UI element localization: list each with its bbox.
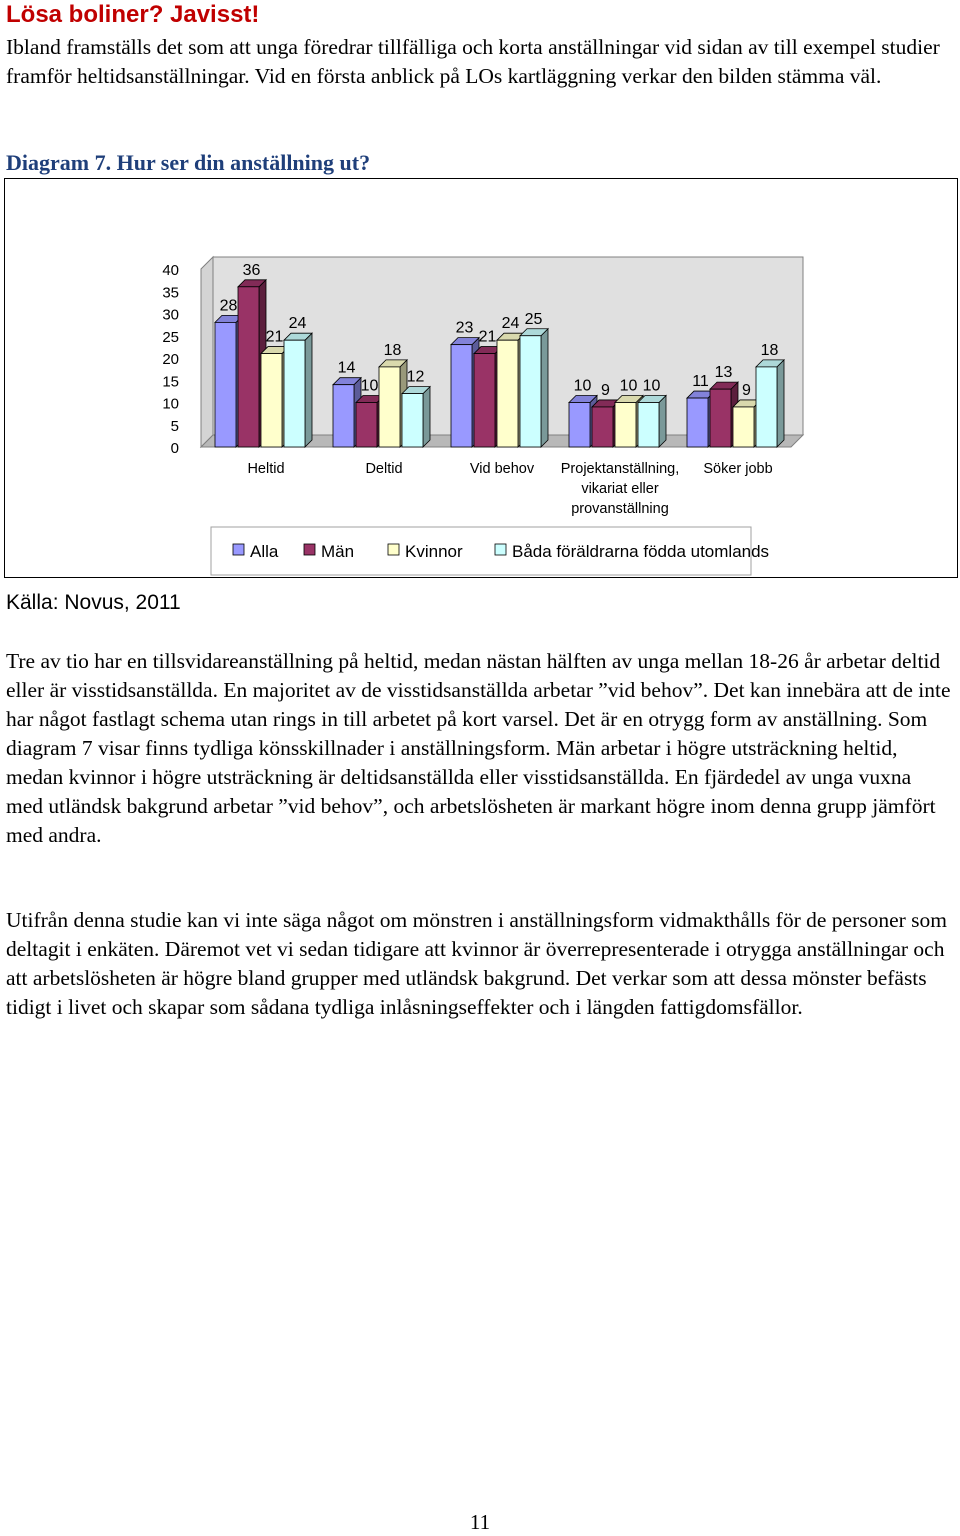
bar: [379, 367, 400, 447]
chart-source: Källa: Novus, 2011: [6, 591, 181, 614]
value-label: 13: [714, 364, 733, 382]
y-tick-label: 40: [162, 262, 179, 279]
value-label: 11: [692, 373, 709, 391]
value-label: 10: [573, 377, 592, 395]
y-tick-label: 30: [162, 306, 179, 324]
y-tick-label: 15: [162, 373, 179, 391]
legend-label: Kvinnor: [405, 542, 463, 561]
bar: [569, 403, 590, 448]
category-label: Heltid: [247, 461, 285, 477]
bar: [261, 354, 282, 447]
bar: [497, 340, 518, 447]
bar-side: [777, 360, 784, 447]
value-label: 36: [242, 261, 261, 279]
value-label: 24: [288, 315, 307, 333]
category-label: Söker jobb: [703, 461, 773, 477]
side-wall: [201, 257, 213, 447]
bar: [520, 336, 541, 447]
y-tick-label: 0: [170, 440, 179, 457]
value-label: 28: [219, 297, 238, 315]
diagram-title: Diagram 7. Hur ser din anställning ut?: [6, 150, 371, 175]
bar: [333, 385, 354, 447]
value-label: 10: [619, 377, 638, 395]
category-label: vikariat eller: [581, 481, 659, 497]
value-label: 14: [337, 359, 356, 377]
y-tick-label: 10: [162, 395, 179, 413]
category-label: Projektanställning,: [560, 461, 680, 477]
y-tick-label: 20: [162, 351, 179, 368]
value-label: 25: [524, 310, 543, 328]
category-labels: [247, 461, 772, 517]
bar: [710, 389, 731, 447]
value-label: 18: [760, 341, 779, 359]
y-tick-label: 5: [170, 417, 179, 435]
legend-swatch: [304, 544, 315, 555]
value-label: 18: [383, 341, 402, 359]
legend-swatch: [388, 544, 399, 555]
bar: [356, 403, 377, 448]
y-axis: [162, 262, 201, 457]
legend-swatch: [495, 544, 506, 555]
legend-label: Alla: [250, 542, 279, 561]
category-label: provanställning: [571, 501, 669, 517]
category-label: Deltid: [365, 461, 403, 477]
bar-side: [423, 387, 430, 447]
bar: [215, 322, 236, 447]
bar: [402, 394, 423, 447]
page-number: 11: [469, 1510, 491, 1534]
category-label: Vid behov: [469, 461, 535, 477]
bar: [474, 354, 495, 447]
bar-side: [305, 333, 312, 447]
y-tick-label: 35: [162, 284, 179, 302]
bar-side: [541, 329, 548, 447]
value-label: 10: [360, 377, 379, 395]
y-tick-label: 25: [162, 328, 179, 346]
value-label: 21: [478, 328, 497, 346]
value-label: 9: [742, 381, 751, 399]
value-label: 21: [265, 328, 284, 346]
bar: [638, 403, 659, 448]
chart-legend: [211, 527, 769, 575]
bar: [238, 287, 259, 447]
value-label: 9: [601, 381, 610, 399]
page-heading: Lösa boliner? Javisst!: [6, 1, 260, 28]
body-paragraph-1: Tre av tio har en tillsvidareanställning på heltid, medan nästan hälften av unga mellan 18-26 år arbetar deltid eller är visstidsanställda. En majoritet av de visstidsanställda arbetar ”vid behov”. Det kan innebära att de inte har något fastlagt schema utan rings in till arbetet på kort varsel. Det är en otrygg form av anställning. Som diagram 7 visar finns tydliga könsskillnader i anställningsform. Män arbetar i högre utsträckning heltid, medan kvinnor i högre utsträckning är deltidsanställda eller visstidsanställda. En fjärdedel av unga vuxna med utländsk bakgrund arbetar ”vid behov”, och arbetslösheten är markant högre inom denna grupp jämfört med andra.: [6, 649, 951, 847]
bar: [733, 407, 754, 447]
intro-paragraph: Ibland framställs det som att unga föredrar tillfälliga och korta anställningar vid sidan av till exempel studier framför heltidsanställningar. Vid en första anblick på LOs kartläggning verkar den bilden stämma väl.: [6, 35, 940, 88]
value-label: 12: [406, 368, 425, 386]
value-label: 23: [455, 319, 474, 337]
chart-frame: [4, 178, 958, 578]
legend-swatch: [233, 544, 244, 555]
legend-label: Båda föräldrarna födda utomlands: [512, 542, 770, 561]
legend-label: Män: [321, 542, 355, 561]
bar-chart: [5, 179, 957, 577]
bar: [451, 345, 472, 447]
body-paragraph-2: Utifrån denna studie kan vi inte säga något om mönstren i anställningsform vidmakthålls för de personer som deltagit i enkäten. Däremot vet vi sedan tidigare att kvinnor är överrepresenterade i otrygga anställningar och att arbetslösheten är högre bland grupper med utländsk bakgrund. Det verkar som att dessa mönster befästs tidigt i livet och skapar som sådana tydliga inlåsningseffekter och i längden fattigdomsfällor.: [6, 908, 948, 1019]
value-label: 10: [642, 377, 661, 395]
bar: [687, 398, 708, 447]
bar: [615, 403, 636, 448]
value-label: 24: [501, 315, 520, 333]
bar-side: [659, 396, 666, 448]
bar: [756, 367, 777, 447]
bar: [592, 407, 613, 447]
bar: [284, 340, 305, 447]
